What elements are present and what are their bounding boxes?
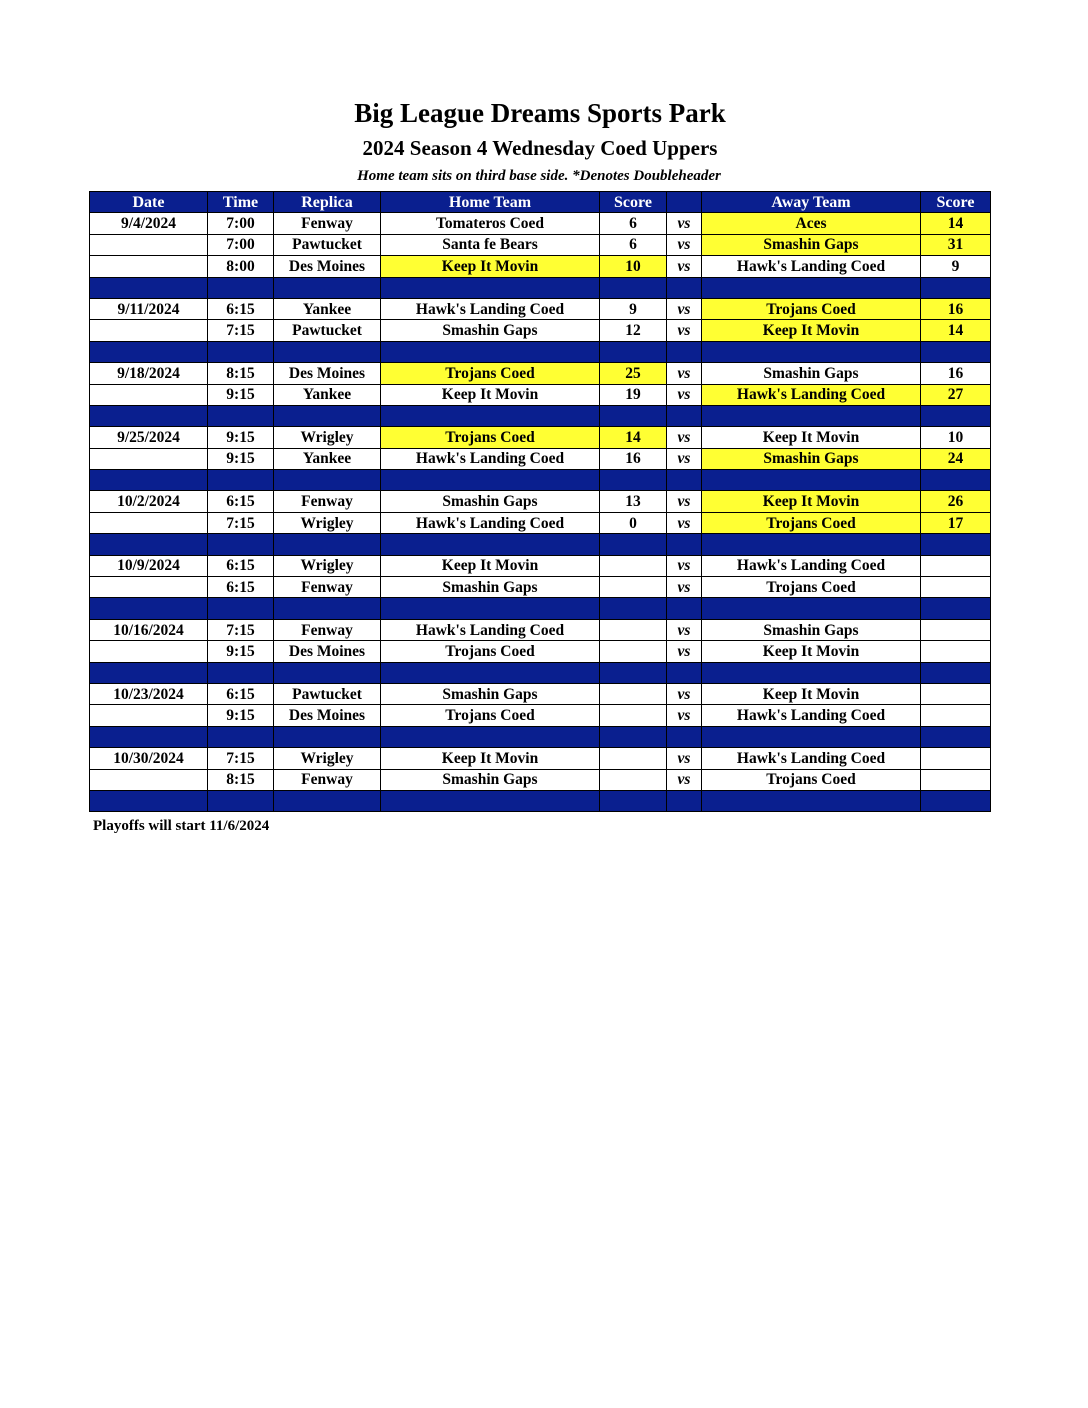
separator-cell (274, 662, 381, 683)
cell-home-score (600, 577, 667, 598)
table-row (90, 234, 991, 255)
cell-away-team: Hawk's Landing Coed (702, 555, 921, 576)
cell-time: 7:15 (208, 320, 274, 341)
schedule-table (89, 191, 991, 812)
header-note: Home team sits on third base side. *Denotes Doubleheader (357, 168, 721, 184)
cell-home-team: Keep It Movin (381, 748, 600, 769)
cell-vs: vs (667, 705, 702, 726)
cell-away-team: Trojans Coed (702, 577, 921, 598)
separator-cell (90, 790, 208, 811)
separator-cell (702, 726, 921, 747)
cell-vs: vs (667, 748, 702, 769)
cell-home-team: Tomateros Coed (381, 213, 600, 234)
cell-time: 7:15 (208, 748, 274, 769)
cell-away-team: Aces (702, 213, 921, 234)
separator-row (90, 470, 991, 491)
cell-time: 6:15 (208, 555, 274, 576)
separator-cell (90, 598, 208, 619)
table-row (90, 641, 991, 662)
cell-home-team: Smashin Gaps (381, 491, 600, 512)
table-row (90, 320, 991, 341)
separator-cell (667, 790, 702, 811)
separator-cell (208, 470, 274, 491)
separator-row (90, 534, 991, 555)
cell-home-team: Hawk's Landing Coed (381, 619, 600, 640)
cell-away-score: 31 (921, 234, 991, 255)
table-row (90, 769, 991, 790)
separator-row (90, 341, 991, 362)
table-row (90, 705, 991, 726)
separator-cell (702, 470, 921, 491)
cell-time: 6:15 (208, 683, 274, 704)
cell-away-team: Keep It Movin (702, 320, 921, 341)
separator-cell (600, 662, 667, 683)
separator-cell (208, 790, 274, 811)
separator-cell (667, 726, 702, 747)
cell-date (90, 705, 208, 726)
separator-cell (667, 534, 702, 555)
cell-away-team: Hawk's Landing Coed (702, 256, 921, 277)
cell-vs: vs (667, 320, 702, 341)
separator-cell (921, 405, 991, 426)
cell-home-team: Trojans Coed (381, 705, 600, 726)
cell-away-score (921, 683, 991, 704)
separator-cell (600, 726, 667, 747)
cell-replica: Pawtucket (274, 320, 381, 341)
separator-cell (702, 662, 921, 683)
cell-home-score: 0 (600, 512, 667, 533)
col-header-away-team: Away Team (702, 192, 921, 213)
cell-date (90, 769, 208, 790)
separator-cell (381, 534, 600, 555)
cell-date: 10/23/2024 (90, 683, 208, 704)
cell-vs: vs (667, 491, 702, 512)
cell-away-score (921, 641, 991, 662)
cell-away-team: Keep It Movin (702, 427, 921, 448)
cell-home-team: Keep It Movin (381, 555, 600, 576)
col-header-replica: Replica (274, 192, 381, 213)
separator-cell (274, 598, 381, 619)
col-header-home-team: Home Team (381, 192, 600, 213)
cell-home-score: 6 (600, 234, 667, 255)
cell-date (90, 512, 208, 533)
cell-replica: Yankee (274, 448, 381, 469)
cell-time: 6:15 (208, 577, 274, 598)
cell-date (90, 320, 208, 341)
cell-home-team: Smashin Gaps (381, 320, 600, 341)
separator-cell (600, 405, 667, 426)
cell-home-score: 19 (600, 384, 667, 405)
separator-cell (274, 534, 381, 555)
separator-cell (90, 341, 208, 362)
separator-cell (208, 277, 274, 298)
cell-away-score (921, 577, 991, 598)
table-header-row (90, 192, 991, 213)
cell-replica: Pawtucket (274, 234, 381, 255)
cell-vs: vs (667, 641, 702, 662)
cell-home-score: 16 (600, 448, 667, 469)
cell-home-team: Keep It Movin (381, 256, 600, 277)
cell-time: 7:00 (208, 213, 274, 234)
cell-vs: vs (667, 619, 702, 640)
cell-away-score: 9 (921, 256, 991, 277)
cell-home-team: Hawk's Landing Coed (381, 298, 600, 319)
table-row (90, 619, 991, 640)
separator-cell (600, 598, 667, 619)
cell-away-team: Smashin Gaps (702, 619, 921, 640)
cell-date: 9/18/2024 (90, 363, 208, 384)
cell-vs: vs (667, 769, 702, 790)
cell-replica: Wrigley (274, 748, 381, 769)
table-row (90, 683, 991, 704)
cell-vs: vs (667, 683, 702, 704)
separator-cell (381, 726, 600, 747)
cell-away-score: 27 (921, 384, 991, 405)
cell-vs: vs (667, 298, 702, 319)
cell-replica: Fenway (274, 213, 381, 234)
cell-vs: vs (667, 363, 702, 384)
separator-cell (600, 341, 667, 362)
cell-away-team: Smashin Gaps (702, 448, 921, 469)
cell-time: 9:15 (208, 427, 274, 448)
separator-cell (702, 277, 921, 298)
cell-home-score (600, 619, 667, 640)
separator-cell (381, 405, 600, 426)
cell-date (90, 577, 208, 598)
cell-away-score (921, 555, 991, 576)
separator-row (90, 726, 991, 747)
cell-away-team: Smashin Gaps (702, 234, 921, 255)
cell-date (90, 234, 208, 255)
cell-home-team: Trojans Coed (381, 363, 600, 384)
table-row (90, 298, 991, 319)
separator-cell (90, 726, 208, 747)
cell-time: 7:15 (208, 619, 274, 640)
cell-time: 6:15 (208, 491, 274, 512)
cell-vs: vs (667, 577, 702, 598)
cell-home-score: 13 (600, 491, 667, 512)
cell-away-team: Keep It Movin (702, 683, 921, 704)
separator-cell (600, 790, 667, 811)
table-row (90, 427, 991, 448)
separator-row (90, 598, 991, 619)
cell-home-team: Smashin Gaps (381, 769, 600, 790)
cell-home-score (600, 748, 667, 769)
table-row (90, 512, 991, 533)
cell-time: 8:15 (208, 769, 274, 790)
cell-home-team: Santa fe Bears (381, 234, 600, 255)
separator-cell (381, 341, 600, 362)
cell-replica: Wrigley (274, 427, 381, 448)
cell-away-team: Trojans Coed (702, 512, 921, 533)
separator-row (90, 277, 991, 298)
separator-cell (208, 662, 274, 683)
cell-replica: Wrigley (274, 555, 381, 576)
cell-away-score: 26 (921, 491, 991, 512)
cell-home-team: Hawk's Landing Coed (381, 512, 600, 533)
cell-replica: Des Moines (274, 363, 381, 384)
table-row (90, 256, 991, 277)
cell-home-team: Keep It Movin (381, 384, 600, 405)
separator-row (90, 662, 991, 683)
cell-home-score: 10 (600, 256, 667, 277)
separator-cell (667, 470, 702, 491)
separator-cell (667, 405, 702, 426)
cell-away-score: 17 (921, 512, 991, 533)
separator-cell (921, 341, 991, 362)
cell-away-score: 16 (921, 363, 991, 384)
separator-cell (921, 277, 991, 298)
cell-home-score: 25 (600, 363, 667, 384)
separator-cell (667, 598, 702, 619)
separator-cell (208, 534, 274, 555)
cell-time: 9:15 (208, 448, 274, 469)
cell-vs: vs (667, 512, 702, 533)
separator-cell (381, 790, 600, 811)
separator-cell (90, 405, 208, 426)
cell-home-team: Trojans Coed (381, 641, 600, 662)
cell-away-team: Keep It Movin (702, 641, 921, 662)
separator-cell (921, 726, 991, 747)
separator-cell (702, 598, 921, 619)
cell-time: 9:15 (208, 705, 274, 726)
cell-replica: Fenway (274, 491, 381, 512)
col-header-away-score: Score (921, 192, 991, 213)
cell-home-score: 14 (600, 427, 667, 448)
cell-date (90, 448, 208, 469)
separator-cell (600, 277, 667, 298)
table-row (90, 748, 991, 769)
separator-cell (381, 277, 600, 298)
table-row (90, 384, 991, 405)
playoffs-note: Playoffs will start 11/6/2024 (93, 818, 270, 834)
separator-cell (921, 598, 991, 619)
separator-cell (381, 662, 600, 683)
separator-cell (274, 790, 381, 811)
separator-cell (90, 662, 208, 683)
cell-date: 10/9/2024 (90, 555, 208, 576)
cell-away-score (921, 705, 991, 726)
cell-date: 10/2/2024 (90, 491, 208, 512)
separator-cell (702, 534, 921, 555)
cell-away-team: Hawk's Landing Coed (702, 384, 921, 405)
separator-cell (667, 662, 702, 683)
cell-vs: vs (667, 256, 702, 277)
separator-cell (381, 598, 600, 619)
cell-date (90, 256, 208, 277)
cell-home-score: 12 (600, 320, 667, 341)
cell-replica: Wrigley (274, 512, 381, 533)
separator-cell (208, 598, 274, 619)
separator-cell (274, 470, 381, 491)
separator-cell (208, 726, 274, 747)
cell-away-score (921, 619, 991, 640)
page-subtitle: 2024 Season 4 Wednesday Coed Uppers (362, 136, 718, 160)
col-header-time: Time (208, 192, 274, 213)
table-row (90, 213, 991, 234)
table-row (90, 491, 991, 512)
cell-date: 10/30/2024 (90, 748, 208, 769)
cell-home-score (600, 769, 667, 790)
cell-vs: vs (667, 384, 702, 405)
page-title: Big League Dreams Sports Park (354, 98, 726, 128)
cell-replica: Fenway (274, 577, 381, 598)
schedule-body (90, 213, 991, 812)
cell-replica: Fenway (274, 769, 381, 790)
cell-away-team: Hawk's Landing Coed (702, 748, 921, 769)
cell-home-team: Smashin Gaps (381, 577, 600, 598)
cell-time: 6:15 (208, 298, 274, 319)
cell-replica: Des Moines (274, 641, 381, 662)
table-row (90, 577, 991, 598)
cell-away-score: 14 (921, 320, 991, 341)
cell-away-score: 10 (921, 427, 991, 448)
cell-date: 9/25/2024 (90, 427, 208, 448)
cell-time: 9:15 (208, 641, 274, 662)
cell-vs: vs (667, 213, 702, 234)
cell-replica: Yankee (274, 384, 381, 405)
cell-home-score (600, 641, 667, 662)
cell-home-score (600, 555, 667, 576)
cell-date (90, 384, 208, 405)
cell-away-team: Keep It Movin (702, 491, 921, 512)
cell-away-score: 14 (921, 213, 991, 234)
cell-replica: Des Moines (274, 256, 381, 277)
cell-date: 10/16/2024 (90, 619, 208, 640)
cell-replica: Yankee (274, 298, 381, 319)
separator-cell (667, 277, 702, 298)
separator-cell (274, 277, 381, 298)
cell-vs: vs (667, 234, 702, 255)
cell-time: 8:15 (208, 363, 274, 384)
cell-vs: vs (667, 427, 702, 448)
separator-cell (274, 341, 381, 362)
cell-vs: vs (667, 555, 702, 576)
cell-away-score: 16 (921, 298, 991, 319)
cell-home-team: Trojans Coed (381, 427, 600, 448)
col-header-date: Date (90, 192, 208, 213)
cell-replica: Pawtucket (274, 683, 381, 704)
cell-away-score: 24 (921, 448, 991, 469)
cell-time: 8:00 (208, 256, 274, 277)
cell-away-team: Smashin Gaps (702, 363, 921, 384)
cell-date (90, 641, 208, 662)
separator-cell (208, 341, 274, 362)
cell-away-team: Trojans Coed (702, 769, 921, 790)
separator-cell (921, 662, 991, 683)
separator-cell (274, 405, 381, 426)
cell-home-team: Smashin Gaps (381, 683, 600, 704)
cell-away-team: Hawk's Landing Coed (702, 705, 921, 726)
separator-cell (208, 405, 274, 426)
col-header-vs (667, 192, 702, 213)
separator-cell (702, 790, 921, 811)
cell-time: 9:15 (208, 384, 274, 405)
cell-home-score: 9 (600, 298, 667, 319)
cell-away-score (921, 748, 991, 769)
cell-vs: vs (667, 448, 702, 469)
cell-date: 9/11/2024 (90, 298, 208, 319)
separator-cell (90, 277, 208, 298)
separator-cell (600, 470, 667, 491)
cell-replica: Des Moines (274, 705, 381, 726)
cell-home-team: Hawk's Landing Coed (381, 448, 600, 469)
cell-date: 9/4/2024 (90, 213, 208, 234)
separator-row (90, 790, 991, 811)
separator-cell (667, 341, 702, 362)
separator-cell (702, 405, 921, 426)
separator-row (90, 405, 991, 426)
col-header-home-score: Score (600, 192, 667, 213)
cell-time: 7:00 (208, 234, 274, 255)
cell-away-team: Trojans Coed (702, 298, 921, 319)
separator-cell (90, 534, 208, 555)
separator-cell (274, 726, 381, 747)
table-row (90, 555, 991, 576)
separator-cell (702, 341, 921, 362)
table-row (90, 363, 991, 384)
cell-home-score: 6 (600, 213, 667, 234)
cell-home-score (600, 705, 667, 726)
separator-cell (921, 470, 991, 491)
separator-cell (921, 534, 991, 555)
cell-away-score (921, 769, 991, 790)
table-row (90, 448, 991, 469)
separator-cell (381, 470, 600, 491)
separator-cell (921, 790, 991, 811)
cell-replica: Fenway (274, 619, 381, 640)
cell-home-score (600, 683, 667, 704)
cell-time: 7:15 (208, 512, 274, 533)
separator-cell (90, 470, 208, 491)
separator-cell (600, 534, 667, 555)
